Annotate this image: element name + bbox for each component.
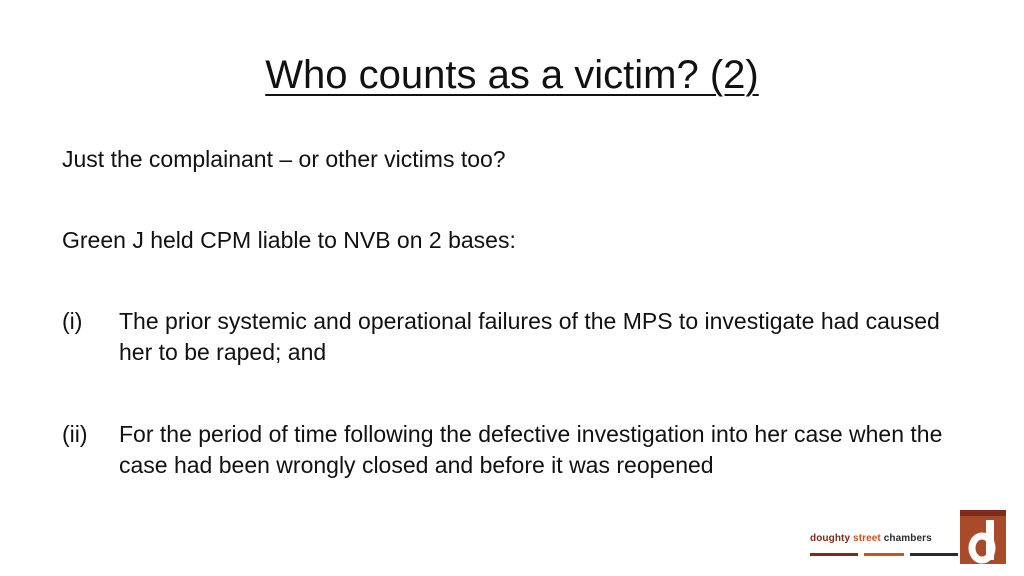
list-item-text: For the period of time following the defective investigation into her case when the case had been wrongly closed and before it was reopened (119, 421, 943, 478)
doughty-street-d-mark-icon (960, 510, 1006, 564)
list-marker: (i) (62, 308, 83, 334)
logo-word-chambers: chambers (883, 533, 932, 544)
list-item (62, 306, 962, 368)
list-marker: (ii) (62, 421, 88, 447)
logo-underline-bars (810, 553, 958, 557)
list-item-text: The prior systemic and operational failures of the MPS to investigate had caused her to be raped; and (119, 308, 940, 365)
paragraph-question: Just the complainant – or other victims too? (62, 146, 506, 172)
paragraph-bases: Green J held CPM liable to NVB on 2 bases: (62, 227, 516, 253)
list-item (62, 419, 962, 481)
logo-word-street: street (853, 533, 881, 544)
logo-word-doughty: doughty (810, 533, 851, 544)
chambers-logo (808, 508, 1008, 564)
logo-wordmark (810, 533, 932, 544)
slide-title: Who counts as a victim? (2) (265, 53, 759, 97)
